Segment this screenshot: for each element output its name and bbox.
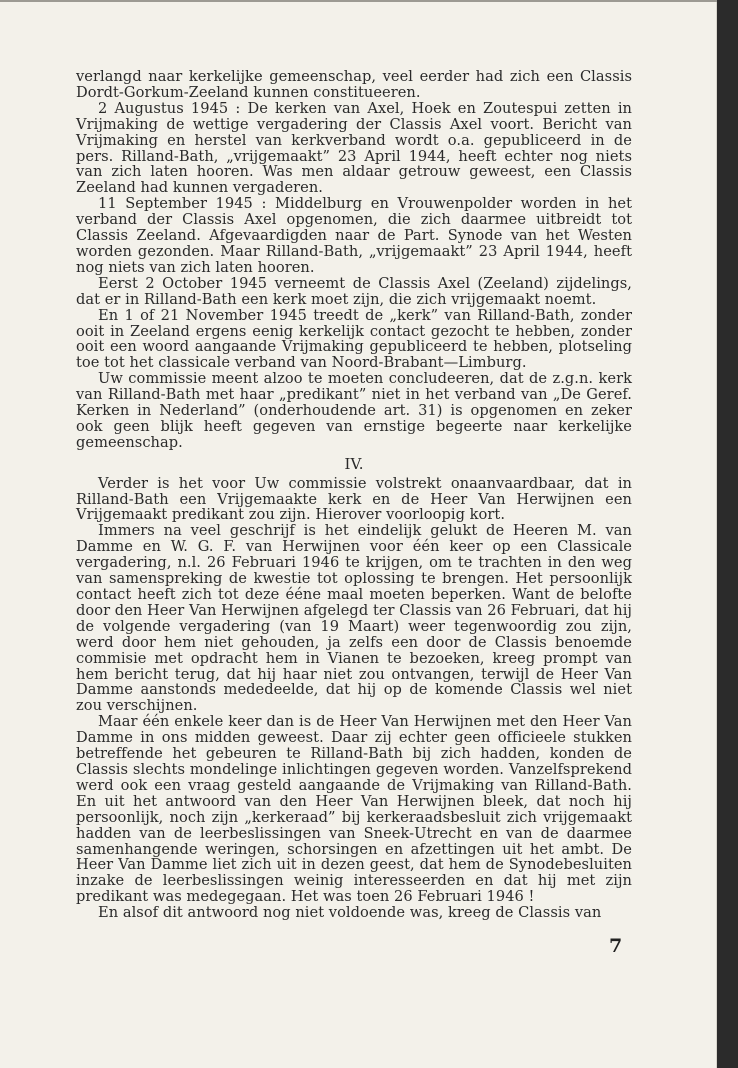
paragraph: En alsof dit antwoord nog niet voldoende was, kreeg de Classis van bbox=[98, 904, 602, 922]
page-top-edge bbox=[0, 0, 717, 2]
page-number: 7 bbox=[609, 935, 623, 957]
paragraph: Eerst 2 October 1945 verneemt de Classis Axel (Zeeland) zijdelings, dat er in Rilland-Bath een kerk moet zijn, die zich vrijgemaakt noemt. bbox=[76, 274, 632, 308]
paragraph: Verder is het voor Uw commissie volstrekt onaanvaardbaar, dat in Rilland-Bath een Vrijgemaakte kerk en de Heer Van Herwijnen een Vrijgemaakt predikant zou zijn. Hierover voorloopig kort. bbox=[76, 474, 632, 524]
paragraph: 2 Augustus 1945 : De kerken van Axel, Hoek en Zoutespui zetten in Vrijmaking de wettige vergadering der Classis Axel voort. Bericht van Vrijmaking en herstel van kerkverband wordt o.a. gepubliceerd in de pers. Rilland-Bath, „vrijgemaakt” 23 April 1944, heeft echter nog niets van zich laten hooren. Was men aldaar getrouw geweest, een Classis Zeeland had kunnen vergaderen. bbox=[76, 99, 632, 197]
paragraph: Uw commissie meent alzoo te moeten concludeeren, dat de z.g.n. kerk van Rilland-Bath met haar „predikant” niet in het verband van „De Geref. Kerken in Nederland” (onderhoudende art. 31) is opgenomen en zeker ook geen blijk heeft gegeven van ernstige begeerte naar kerkelijke gemeenschap. bbox=[76, 370, 632, 451]
body-text bbox=[76, 69, 632, 921]
paragraph: Immers na veel geschrijf is het eindelijk gelukt de Heeren M. van Damme en W. G. F. van Herwijnen voor één keer op een Classicale vergadering, n.l. 26 Februari 1946 te krijgen, om te trachten in den weg van samenspreking de kwestie tot oplossing te brengen. Het persoonlijk contact heeft zich tot deze ééne maal moeten beperken. Want de belofte door den Heer Van Herwijnen afgelegd ter Classis van 26 Februari, dat hij de volgende vergadering (van 19 Maart) weer tegenwoordig zou zijn, werd door hem niet gehouden, ja zelfs een door de Classis benoemde commisie met opdracht hem in Vianen te bezoeken, kreeg prompt van hem bericht terug, dat hij haar niet zou ontvangen, terwijl de Heer Van Damme aanstonds mededeelde, dat hij op de komende Classis wel niet zou verschijnen. bbox=[76, 522, 632, 715]
section-heading: IV. bbox=[344, 454, 364, 473]
paragraph: 11 September 1945 : Middelburg en Vrouwenpolder worden in het verband der Classis Axel opgenomen, die zich daarmee uitbreidt tot Classis Zeeland. Afgevaardigden naar de Part. Synode van het Westen worden gezonden. Maar Rilland-Bath, „vrijgemaakt” 23 April 1944, heeft nog niets van zich laten hooren. bbox=[76, 195, 632, 276]
section-iii-continuation bbox=[76, 69, 632, 451]
paragraph: verlangd naar kerkelijke gemeenschap, veel eerder had zich een Classis Dordt-Gorkum-Zeeland kunnen constitueeren. bbox=[76, 68, 632, 101]
paragraph: En 1 of 21 November 1945 treedt de „kerk” van Rilland-Bath, zonder ooit in Zeeland ergens eenig kerkelijk contact gezocht te hebben, zonder ooit een woord aangaande Vrijmaking gepubliceerd te hebben, plotseling toe tot het classicale verband van Noord-Brabant—Limburg. bbox=[76, 306, 632, 372]
paragraph: Maar één enkele keer dan is de Heer Van Herwijnen met den Heer Van Damme in ons midden geweest. Daar zij echter geen officieele stukken betreffende het gebeuren te Rilland-Bath bij zich hadden, konden de Classis slechts mondelinge inlichtingen gegeven worden. Vanzelfsprekend werd ook een vraag gesteld aangaande de Vrijmaking van Rilland-Bath. En uit het antwoord van den Heer Van Herwijnen bleek, dat noch hij persoonlijk, noch zijn „kerkeraad” bij kerkeraadsbesluit zich vrijgemaakt hadden van de leerbeslissingen van Sneek-Utrecht en van de daarmee samenhangende weringen, schorsingen en afzettingen uit het ambt. De Heer Van Damme liet zich uit in dezen geest, dat hem de Synodebesluiten inzake de leerbeslissingen weinig interesseerden en dat hij met zijn predikant was medegegaan. Het was toen 26 Februari 1946 ! bbox=[76, 713, 632, 906]
section-iv-body bbox=[76, 476, 632, 921]
